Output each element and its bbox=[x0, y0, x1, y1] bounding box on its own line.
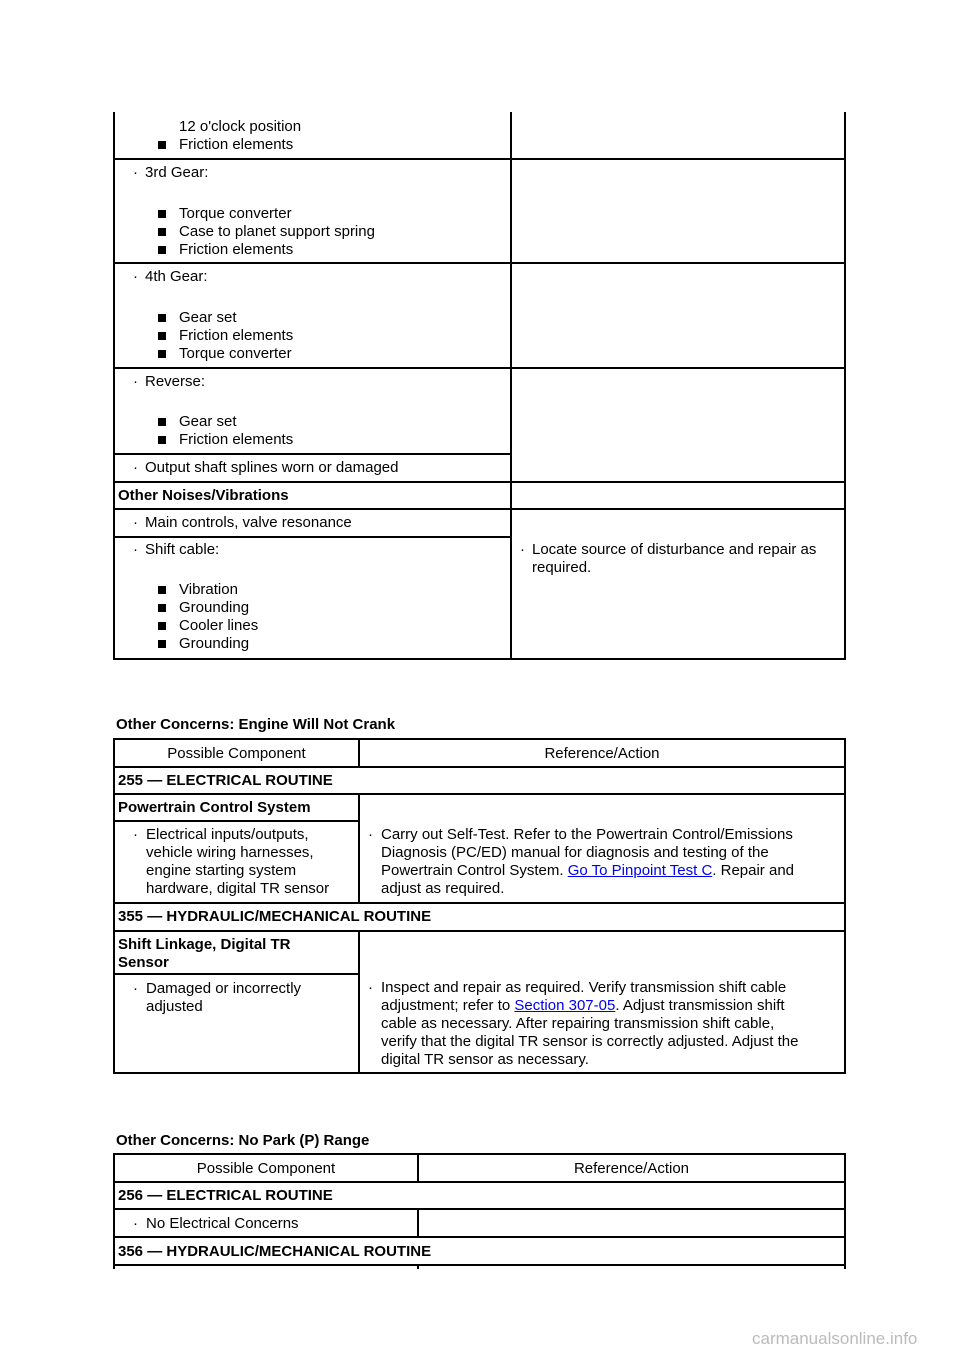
table-border bbox=[113, 1153, 846, 1155]
row-divider bbox=[113, 973, 360, 975]
row-divider bbox=[113, 158, 846, 160]
list-item: Friction elements bbox=[179, 431, 294, 448]
row-divider bbox=[113, 930, 846, 932]
column-divider bbox=[358, 930, 360, 1074]
bullet-dot: · bbox=[133, 980, 138, 997]
table-border bbox=[113, 1072, 846, 1074]
list-item: Friction elements bbox=[179, 136, 294, 153]
square-bullet-icon bbox=[158, 228, 166, 236]
action-text-line bbox=[381, 862, 794, 880]
list-item: Vibration bbox=[179, 581, 238, 598]
action-text: cable as necessary. After repairing transmission shift cable, bbox=[381, 1015, 775, 1032]
square-bullet-icon bbox=[158, 332, 166, 340]
column-divider bbox=[417, 1208, 419, 1238]
square-bullet-icon bbox=[158, 640, 166, 648]
square-bullet-icon bbox=[158, 246, 166, 254]
list-item: Gear set bbox=[179, 413, 237, 430]
column-divider bbox=[417, 1264, 419, 1269]
column-header: Possible Component bbox=[167, 745, 306, 762]
bullet-dot: · bbox=[133, 268, 138, 285]
row-divider bbox=[113, 793, 846, 795]
component-item: Damaged or incorrectly bbox=[146, 980, 302, 997]
square-bullet-icon bbox=[158, 350, 166, 358]
action-text: required. bbox=[532, 559, 592, 576]
pinpoint-test-c-link[interactable]: Go To Pinpoint Test C bbox=[567, 862, 713, 879]
action-text: Powertrain Control System. bbox=[381, 862, 564, 879]
list-text: 12 o'clock position bbox=[179, 118, 302, 135]
square-bullet-icon bbox=[158, 210, 166, 218]
routine-heading: 356 — HYDRAULIC/MECHANICAL ROUTINE bbox=[118, 1243, 432, 1260]
bullet-dot: · bbox=[520, 541, 525, 558]
table-border bbox=[844, 112, 846, 660]
square-bullet-icon bbox=[158, 314, 166, 322]
table-border bbox=[510, 112, 512, 660]
row-divider bbox=[113, 1181, 846, 1183]
output-shaft-text: Output shaft splines worn or damaged bbox=[145, 459, 399, 476]
component-title: Sensor bbox=[118, 954, 169, 971]
square-bullet-icon bbox=[158, 586, 166, 594]
row-divider bbox=[113, 453, 512, 455]
column-header: Reference/Action bbox=[573, 1160, 690, 1177]
table-border bbox=[113, 738, 115, 1074]
list-item: Friction elements bbox=[179, 327, 294, 344]
list-item: Grounding bbox=[179, 599, 250, 616]
bullet-dot: · bbox=[133, 459, 138, 476]
list-item: Cooler lines bbox=[179, 617, 259, 634]
bullet-dot: · bbox=[368, 979, 373, 996]
fourth-gear-label: 4th Gear: bbox=[145, 268, 208, 285]
row-divider bbox=[113, 508, 846, 510]
action-text: Carry out Self-Test. Refer to the Powertrain Control/Emissions bbox=[381, 826, 793, 843]
component-item: Electrical inputs/outputs, bbox=[146, 826, 309, 843]
watermark-text: carmanualsonline.info bbox=[752, 1329, 918, 1348]
bullet-dot: · bbox=[133, 164, 138, 181]
third-gear-label: 3rd Gear: bbox=[145, 164, 209, 181]
bullet-dot: · bbox=[133, 541, 138, 558]
bullet-dot: · bbox=[133, 514, 138, 531]
square-bullet-icon bbox=[158, 436, 166, 444]
table-border bbox=[113, 658, 846, 660]
bullet-dot: · bbox=[133, 1215, 138, 1232]
other-noises-heading: Other Noises/Vibrations bbox=[118, 487, 289, 504]
list-item: Torque converter bbox=[179, 345, 292, 362]
row-divider bbox=[113, 1208, 846, 1210]
component-title: Shift Linkage, Digital TR bbox=[118, 936, 291, 953]
bullet-dot: · bbox=[368, 826, 373, 843]
action-text: Diagnosis (PC/ED) manual for diagnosis and testing of the bbox=[381, 844, 769, 861]
bullet-dot: · bbox=[133, 373, 138, 390]
action-text: verify that the digital TR sensor is correctly adjusted. Adjust the bbox=[381, 1033, 799, 1050]
component-item: hardware, digital TR sensor bbox=[146, 880, 330, 897]
action-text: adjustment; refer to bbox=[381, 997, 511, 1014]
action-text: digital TR sensor as necessary. bbox=[381, 1051, 589, 1068]
list-item: Friction elements bbox=[179, 241, 294, 258]
reverse-label: Reverse: bbox=[145, 373, 206, 390]
main-controls-text: Main controls, valve resonance bbox=[145, 514, 352, 531]
action-text: . Repair and bbox=[712, 862, 794, 879]
component-title: Powertrain Control System bbox=[118, 799, 311, 816]
list-item: Torque converter bbox=[179, 205, 292, 222]
table-border bbox=[844, 738, 846, 1074]
table-title-no-park: Other Concerns: No Park (P) Range bbox=[116, 1132, 370, 1149]
bullet-dot: · bbox=[133, 826, 138, 843]
component-item: No Electrical Concerns bbox=[146, 1215, 299, 1232]
shift-cable-label: Shift cable: bbox=[145, 541, 220, 558]
action-text: Inspect and repair as required. Verify transmission shift cable bbox=[381, 979, 787, 996]
square-bullet-icon bbox=[158, 604, 166, 612]
action-text: Locate source of disturbance and repair as bbox=[532, 541, 817, 558]
row-divider bbox=[113, 766, 846, 768]
action-text: . Adjust transmission shift bbox=[615, 997, 785, 1014]
column-divider bbox=[358, 793, 360, 904]
row-divider bbox=[113, 1264, 846, 1266]
component-item: adjusted bbox=[146, 998, 203, 1015]
action-text: adjust as required. bbox=[381, 880, 505, 897]
list-item: Case to planet support spring bbox=[179, 223, 375, 240]
routine-heading: 355 — HYDRAULIC/MECHANICAL ROUTINE bbox=[118, 908, 432, 925]
row-divider bbox=[113, 367, 846, 369]
action-text-line bbox=[381, 997, 785, 1015]
routine-heading: 256 — ELECTRICAL ROUTINE bbox=[118, 1187, 333, 1204]
square-bullet-icon bbox=[158, 418, 166, 426]
square-bullet-icon bbox=[158, 622, 166, 630]
component-item: vehicle wiring harnesses, bbox=[146, 844, 314, 861]
column-header: Possible Component bbox=[196, 1160, 336, 1177]
list-item: Gear set bbox=[179, 309, 237, 326]
square-bullet-icon bbox=[158, 141, 166, 149]
column-header: Reference/Action bbox=[544, 745, 660, 762]
row-divider bbox=[113, 481, 846, 483]
table-border bbox=[113, 112, 115, 660]
row-divider bbox=[113, 820, 360, 822]
component-item: engine starting system bbox=[146, 862, 297, 879]
list-item: Grounding bbox=[179, 635, 250, 652]
routine-heading: 255 — ELECTRICAL ROUTINE bbox=[118, 772, 333, 789]
row-divider bbox=[113, 1236, 846, 1238]
table-title-engine-not-crank: Other Concerns: Engine Will Not Crank bbox=[116, 716, 396, 733]
table-border bbox=[844, 1153, 846, 1269]
row-divider bbox=[113, 536, 512, 538]
table-border bbox=[113, 738, 846, 740]
row-divider bbox=[113, 902, 846, 904]
section-307-05-link[interactable]: Section 307-05 bbox=[514, 997, 616, 1014]
row-divider bbox=[113, 262, 846, 264]
